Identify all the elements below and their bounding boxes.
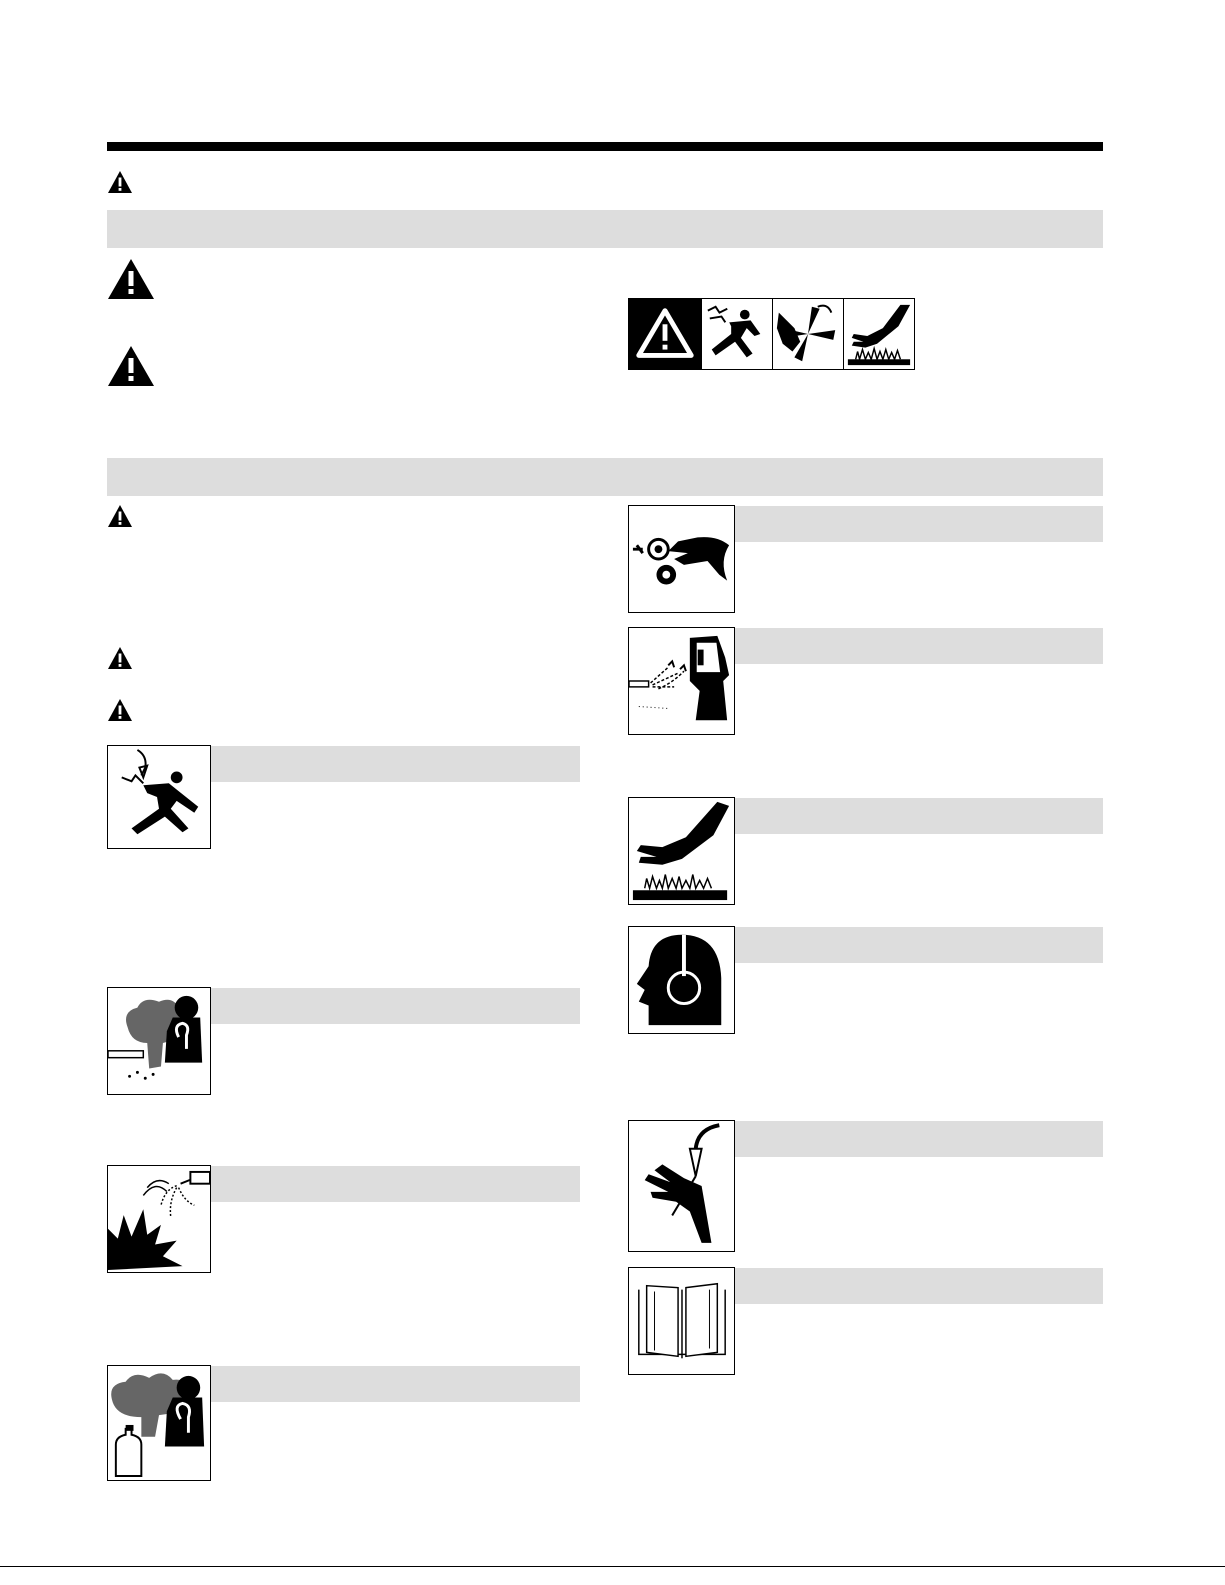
hazard-heading-band: [210, 988, 580, 1024]
moving-parts-icon: [772, 298, 844, 370]
warning-triangle-icon: [107, 345, 155, 387]
hot-surface-icon: [843, 298, 915, 370]
arc-rays-welding-helmet-icon: [628, 627, 735, 735]
hazard-heading-band: [733, 628, 1103, 664]
section-heading-band: [107, 458, 1103, 496]
warning-sign-icon: [628, 298, 702, 370]
hazard-heading-band: [210, 1366, 580, 1402]
hazard-heading-band: [733, 927, 1103, 963]
hot-parts-icon: [628, 797, 735, 905]
hazard-heading-band: [733, 1121, 1103, 1157]
fumes-gases-icon: [107, 987, 211, 1095]
moving-gears-icon: [628, 505, 735, 613]
section-heading-band: [107, 210, 1103, 248]
wire-electrode-hand-icon: [628, 1120, 735, 1252]
gas-cylinder-fumes-icon: [107, 1365, 211, 1481]
header-rule: [107, 142, 1103, 151]
warning-triangle-icon: [107, 258, 155, 300]
hearing-protection-icon: [628, 926, 735, 1034]
electric-shock-icon: [701, 298, 773, 370]
warning-triangle-icon: [107, 698, 133, 722]
hazard-heading-band: [210, 746, 580, 782]
explosion-sparks-icon: [107, 1165, 211, 1273]
hazard-heading-band: [210, 1166, 580, 1202]
electric-shock-icon: [107, 745, 211, 849]
hazard-heading-band: [733, 798, 1103, 834]
read-manual-icon: [628, 1267, 735, 1375]
footer-rule: [0, 1566, 1225, 1567]
warning-triangle-icon: [107, 504, 133, 528]
warning-triangle-icon: [107, 646, 133, 670]
hazard-heading-band: [733, 506, 1103, 542]
warning-triangle-icon: [107, 170, 133, 194]
hazard-heading-band: [733, 1268, 1103, 1304]
